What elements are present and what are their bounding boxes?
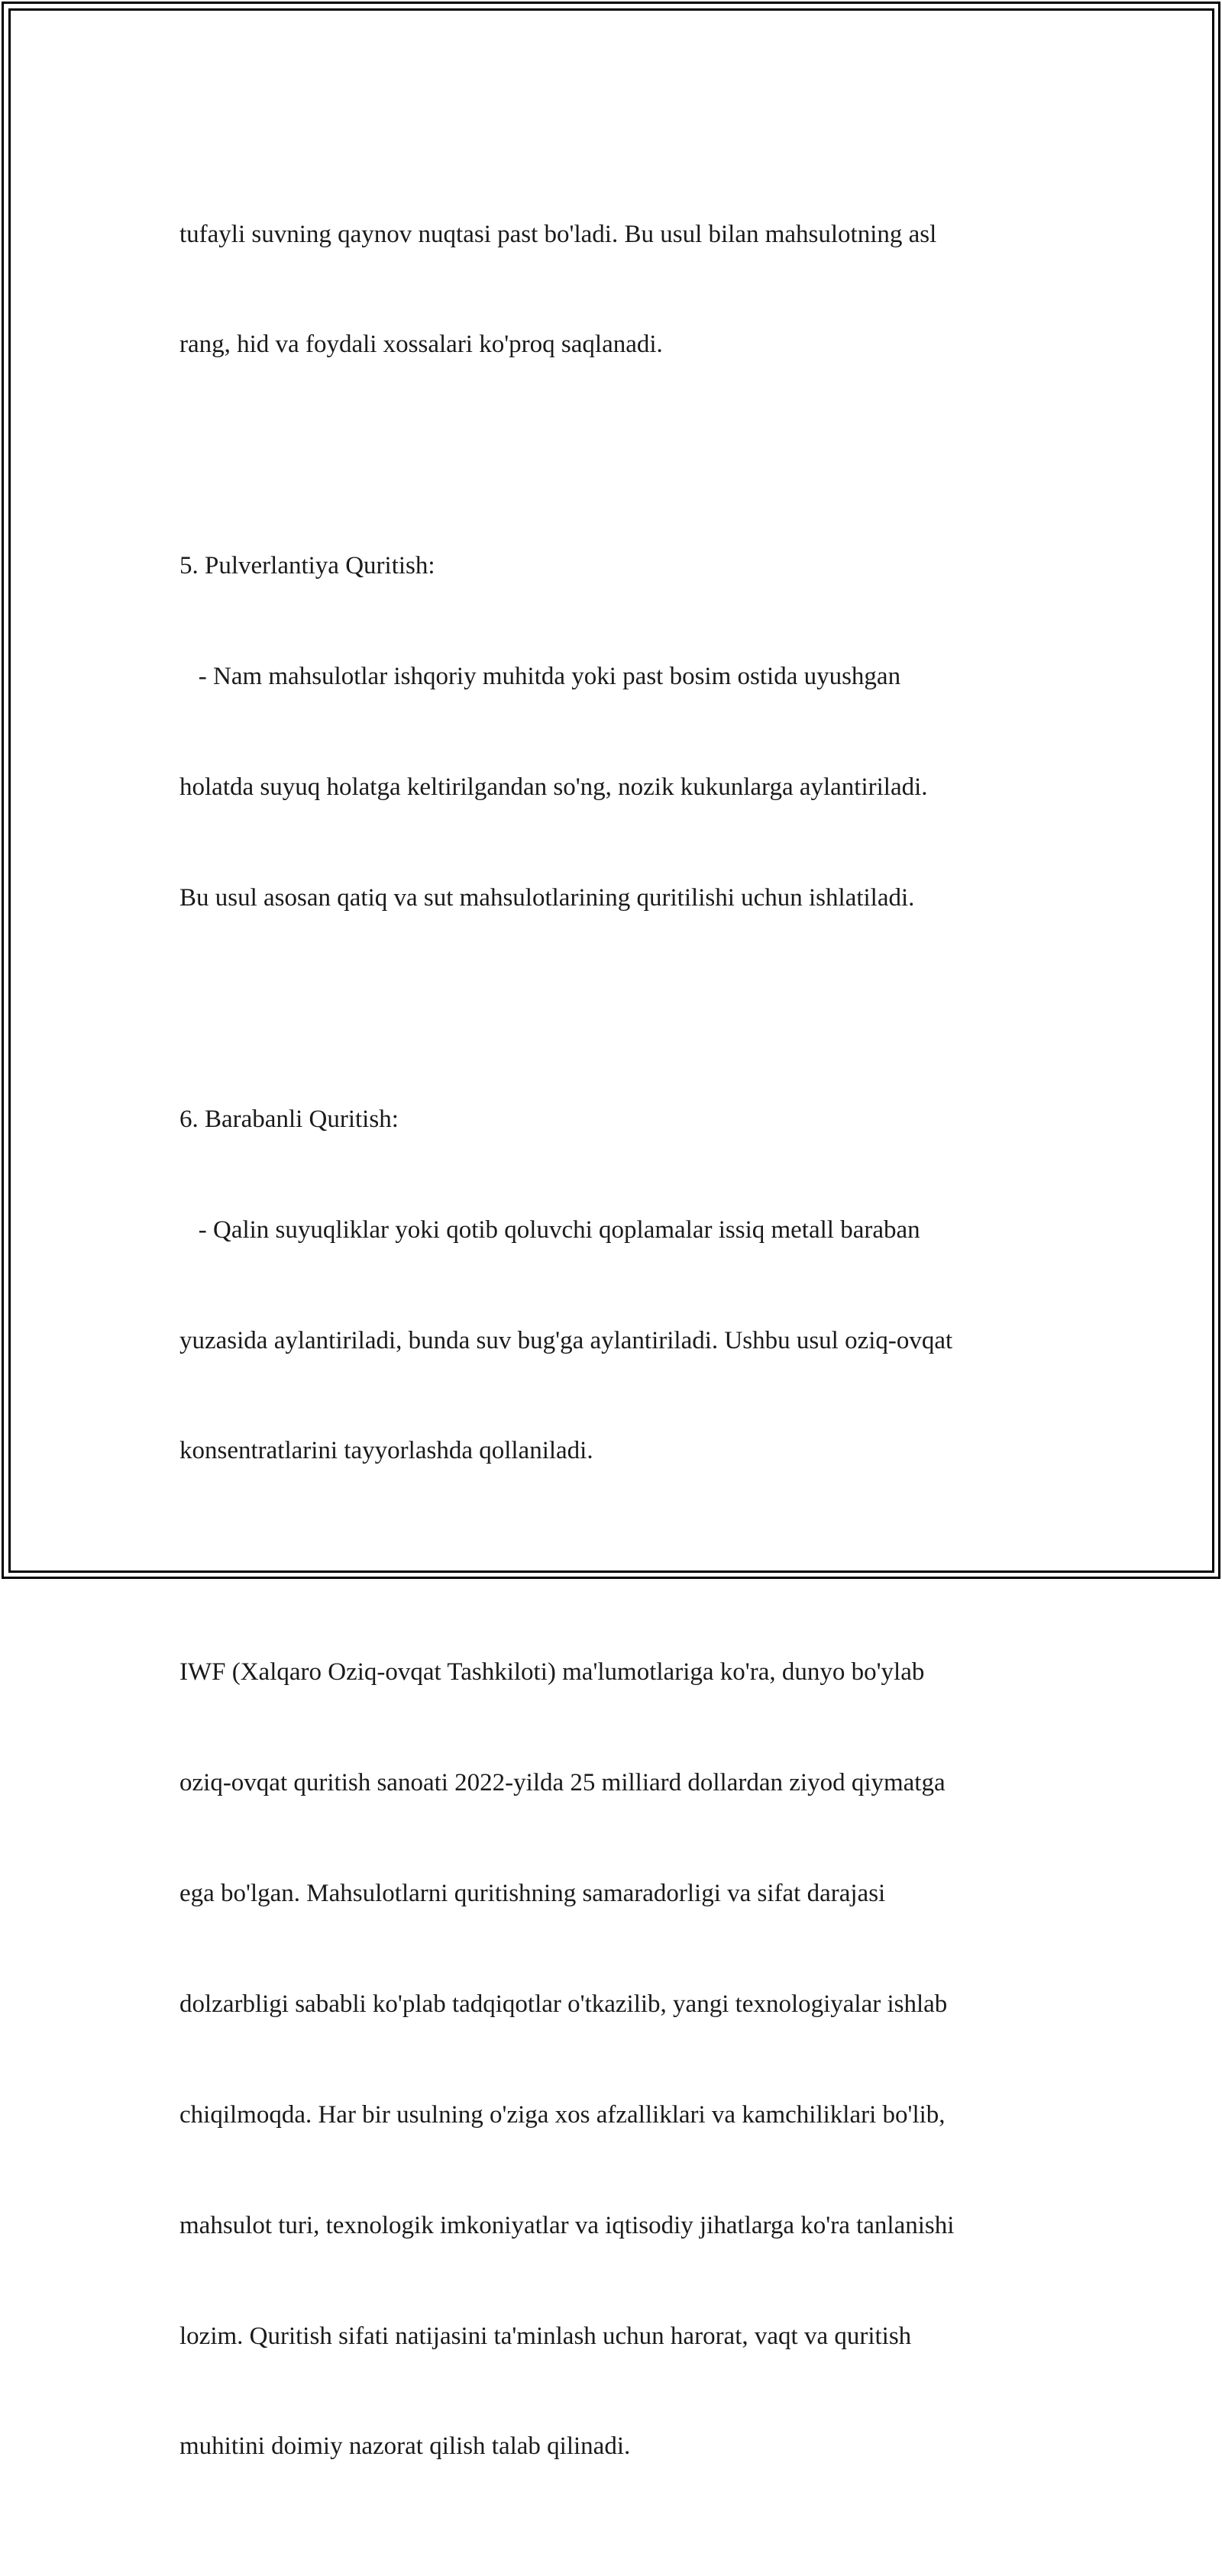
text-line: Bu usul asosan qatiq va sut mahsulotlarining quritilishi uchun ishlatiladi. [179,883,915,912]
paragraph-conclusion [179,1580,1058,2539]
text-line: ega bo'lgan. Mahsulotlarni quritishning samaradorligi va sifat darajasi [179,1879,886,1907]
text-line: dolzarbligi sababli ko'plab tadqiqotlar o'tkazilib, yangi texnologiyalar ishlab [179,1990,948,2018]
text-line: muhitini doimiy nazorat qilish talab qilinadi. [179,2432,631,2461]
text-line: holatda suyuq holatga keltirilgandan so'ng, nozik kukunlarga aylantiriladi. [179,773,928,802]
paragraph-intro-continuation [179,142,1058,437]
text-line: konsentratlarini tayyorlashda qollaniladi. [179,1437,593,1465]
paragraph-section-6 [179,1027,1058,1543]
text-line: oziq-ovqat quritish sanoati 2022-yilda 25 milliard dollardan ziyod qiymatga [179,1769,946,1797]
text-line: - Qalin suyuqliklar yoki qotib qoluvchi qoplamalar issiq metall baraban [179,1215,920,1244]
text-line: yuzasida aylantiriladi, bunda suv bug'ga aylantiriladi. Ushbu usul oziq-ovqat [179,1326,953,1354]
text-line: tufayli suvning qaynov nuqtasi past bo'ladi. Bu usul bilan mahsulotning asl [179,220,937,248]
document-body [179,142,1058,2576]
text-line: mahsulot turi, texnologik imkoniyatlar va iqtisodiy jihatlarga ko'ra tanlanishi [179,2211,955,2239]
text-line: rang, hid va foydali xossalari ko'proq saqlanadi. [179,331,663,359]
text-line: lozim. Quritish sifati natijasini ta'minlash uchun harorat, vaqt va quritish [179,2322,912,2350]
text-line: chiqilmoqda. Har bir usulning o'ziga xos afzalliklari va kamchiliklari bo'lib, [179,2100,946,2129]
text-line: - Nam mahsulotlar ishqoriy muhitda yoki past bosim ostida uyushgan [179,663,901,691]
text-line: IWF (Xalqaro Oziq-ovqat Tashkiloti) ma'lumotlariga ko'ra, dunyo bo'ylab [179,1658,925,1687]
section-heading: 5. Pulverlantiya Quritish: [179,552,435,580]
section-heading: 6. Barabanli Quritish: [179,1105,399,1133]
paragraph-section-5 [179,474,1058,990]
